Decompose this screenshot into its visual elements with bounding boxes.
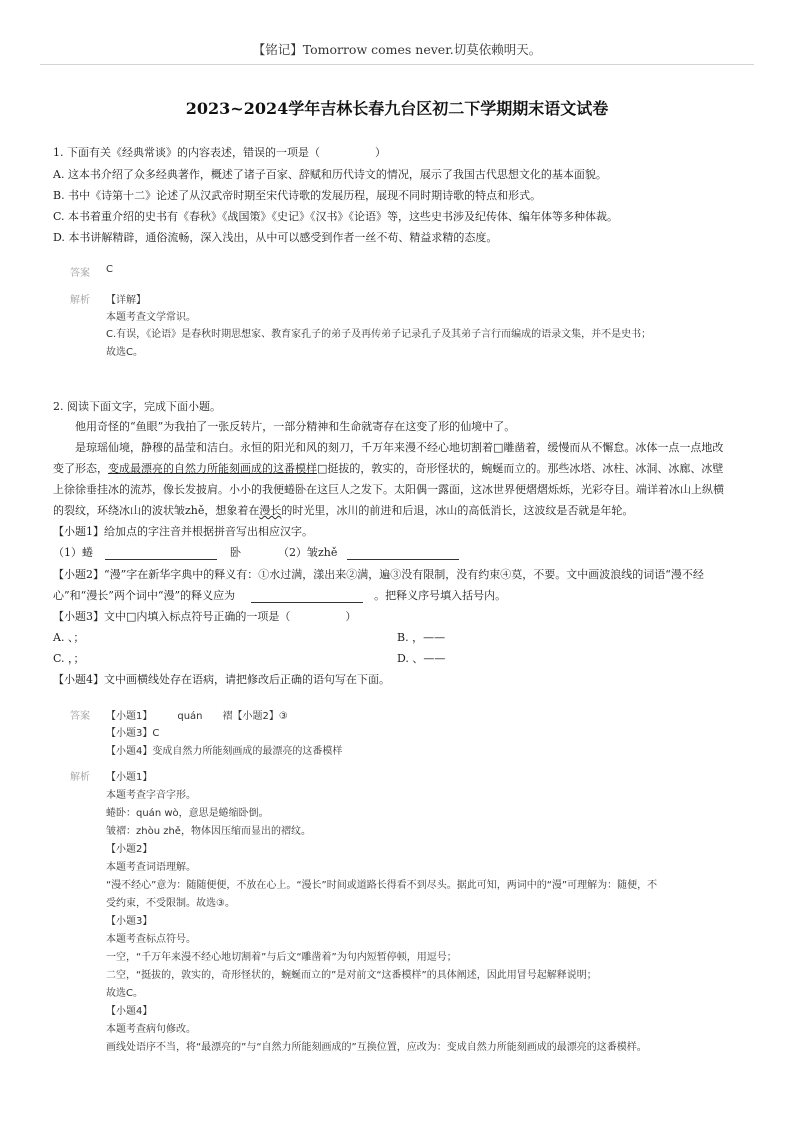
passage-line — [53, 502, 633, 518]
sub-question-2-cont — [53, 587, 506, 603]
header-motto: 【铭记】Tomorrow comes never.切莫依赖明天。 — [252, 42, 542, 57]
option-d: D. 、—— — [397, 652, 446, 665]
question-2-stem: 2. 阅读下面文字，完成下面小题。 — [53, 400, 221, 413]
sub-question-1-blanks — [53, 544, 459, 560]
analysis-line: 【小题4】 — [106, 1006, 153, 1017]
analysis-line: 本题考查文学常识。 — [106, 312, 196, 323]
passage-text: 的时光里，冰川的前进和后退，冰山的高低消长，这波纹是否就是年轮。 — [281, 504, 634, 517]
answer-label: 答案 — [70, 711, 90, 722]
answer-line: 【小题3】C — [106, 728, 160, 739]
sub-question-2-text: 心”和“漫长”两个词中“漫”的释义应为 — [53, 589, 236, 602]
passage-text: 变了形态， — [53, 462, 108, 475]
wavy-underlined-word: 漫长 — [259, 504, 282, 517]
answer-label: 答案 — [70, 268, 90, 279]
question-1-option-a: A. 这本书介绍了众多经典著作，概述了诸子百家、辞赋和历代诗文的情况，展示了我国古代思想文化的基本面貌。 — [53, 168, 607, 181]
page-title: 2023~2024学年吉林长春九台区初二下学期期末语文试卷 — [185, 99, 609, 118]
analysis-line: 本题考查病句修改。 — [106, 1024, 196, 1035]
analysis-line: 二空，“挺拔的，敦实的，奇形怪状的，蜿蜒而立的”是对前文“这番模样”的具体阐述，因此用冒号起解释说明； — [106, 970, 597, 981]
option-a: A. 、； — [53, 631, 85, 644]
passage-text: 的裂纹，环绕冰山的波状皱zhě，想象着在 — [53, 504, 260, 517]
analysis-line: 【小题2】 — [106, 844, 153, 855]
analysis-line: 一空，“千万年来漫不经心地切割着”与后文“雕凿着”为句内短暂停顿，用逗号； — [106, 952, 457, 963]
analysis-line: 故选C。 — [106, 988, 143, 999]
sub-question-1: 【小题1】给加点的字注音并根据拼音写出相应汉字。 — [53, 525, 313, 538]
analysis-line: 本题考查标点符号。 — [106, 934, 196, 945]
analysis-line: 本题考查词语理解。 — [106, 862, 196, 873]
answer-blank[interactable] — [105, 547, 217, 560]
analysis-line: “漫不经心”意为：随随便便，不放在心上。“漫长”时间或道路长得看不到尽头。据此可知，两词中的“漫”可理解为：随便，不 — [106, 880, 658, 891]
passage-line: 他用奇怪的“鱼眼”为我拍了一张反转片，一部分精神和生命就寄存在这变了形的仙境中了。 — [75, 420, 516, 433]
analysis-line: 画线处语序不当，将“最漂亮的”与“自然力所能刻画成的”互换位置，应改为：变成自然力所能刻画成的最漂亮的这番模样。 — [106, 1042, 647, 1053]
answer-blank[interactable] — [251, 590, 363, 603]
analysis-line: 【小题1】 — [106, 772, 153, 783]
analysis-line: 【小题3】 — [106, 916, 153, 927]
question-1-answer: C — [106, 264, 113, 275]
passage-line: 是琼瑶仙境，静穆的晶莹和洁白。永恒的阳光和风的刻刀，千万年来漫不经心地切割着□雕凿着，缓慢而从不懈怠。冰体一点一点地改 — [75, 441, 724, 454]
analysis-line: 蜷卧：quán wò，意思是蜷缩卧倒。 — [106, 808, 269, 819]
analysis-label: 解析 — [70, 295, 90, 306]
sub-question-4: 【小题4】文中画横线处存在语病，请把修改后正确的语句写在下面。 — [53, 673, 390, 686]
underlined-sentence: 变成最漂亮的自然力所能刻画成的这番模样 — [108, 462, 317, 475]
sub-question-2-text: 。把释义序号填入括号内。 — [374, 589, 507, 602]
answer-line: 【小题1】 quán 褶【小题2】③ — [106, 711, 288, 722]
item-1-char: 卧 — [230, 546, 241, 559]
analysis-line: 本题考查字音字形。 — [106, 790, 196, 801]
option-b: B. ，—— — [397, 631, 446, 644]
passage-line: 上徐徐垂挂冰的流苏，像长发披肩。小小的我便蜷卧在这巨人之发下。太阳偶一露面，这冰世界便熠熠烁烁，光彩夺目。端详着冰山上纵横 — [53, 483, 724, 496]
answer-line: 【小题4】变成自然力所能刻画成的最漂亮的这番模样 — [106, 746, 343, 757]
analysis-line: 故选C。 — [106, 347, 143, 358]
analysis-line: 【详解】 — [106, 295, 146, 306]
analysis-label: 解析 — [70, 772, 90, 783]
question-1-option-c: C. 本书着重介绍的史书有《春秋》《战国策》《史记》《汉书》《论语》等，这些史书涉及纪传体、编年体等多种体裁。 — [53, 210, 619, 223]
answer-blank[interactable] — [347, 547, 459, 560]
question-1-option-b: B. 书中《诗第十二》论述了从汉武帝时期至宋代诗歌的发展历程，展现不同时期诗歌的特点和形式。 — [53, 189, 542, 202]
analysis-line: C.有误，《论语》是春秋时期思想家、教育家孔子的弟子及再传弟子记录孔子及其弟子言行而编成的语录文集，并不是史书； — [106, 329, 652, 340]
header-divider — [40, 64, 754, 65]
question-1-option-d: D. 本书讲解精辟，通俗流畅，深入浅出，从中可以感受到作者一丝不苟、精益求精的态度。 — [53, 231, 498, 244]
item-1-label: （1）蜷 — [53, 546, 93, 559]
sub-question-2: 【小题2】“漫”字在新华字典中的释义有：①水过满，漾出来②满，遍③没有限制，没有约束④莫，不要。文中画波浪线的词语“漫不经 — [53, 568, 704, 581]
analysis-line: 皱褶：zhòu zhě，物体因压缩而显出的褶纹。 — [106, 826, 311, 837]
option-c: C. ，； — [53, 652, 85, 665]
question-1-stem: 1. 下面有关《经典常谈》的内容表述，错误的一项是（ ） — [53, 146, 386, 159]
passage-text: □挺拔的，敦实的，奇形怪状的，蜿蜒而立的。那些冰塔、冰柱、冰洞、冰廊、冰壁 — [317, 462, 724, 475]
analysis-line: 受约束，不受限制。故选③。 — [106, 898, 235, 909]
passage-line — [53, 460, 723, 476]
sub-question-3: 【小题3】文中□内填入标点符号正确的一项是（ ） — [53, 610, 357, 623]
item-2-label: （2）皱zhě — [278, 546, 338, 559]
